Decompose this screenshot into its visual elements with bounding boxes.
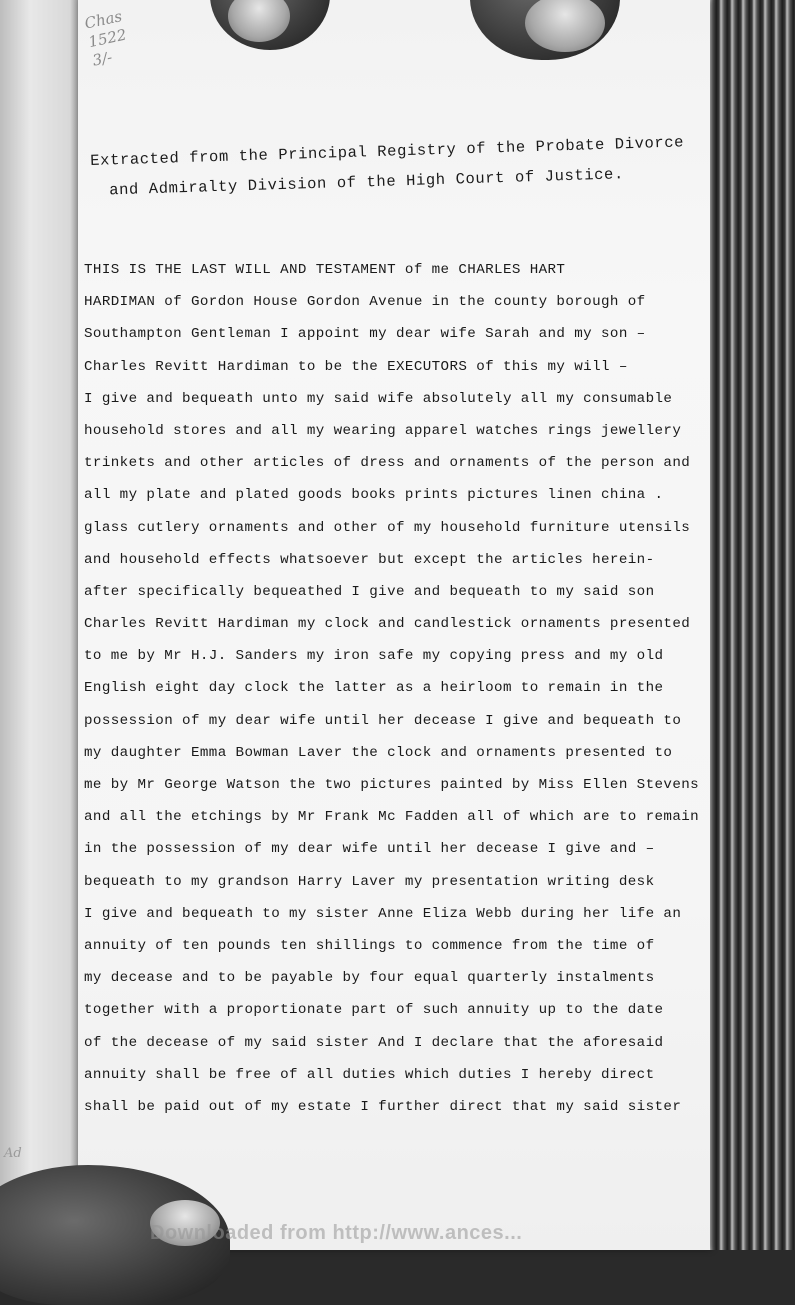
text-line-content: THIS IS THE LAST WILL AND TESTAMENT of me CHARLES HART	[84, 262, 566, 278]
text-line-content: HARDIMAN of Gordon House Gordon Avenue in the county borough of	[84, 294, 646, 311]
text-line-content: annuity shall be free of all duties which duties I hereby direct	[84, 1066, 655, 1083]
text-line-content: Southampton Gentleman I appoint my dear wife Sarah and my son –	[84, 326, 646, 343]
margin-note-line: 3/-	[90, 48, 114, 70]
text-line-content: Charles Revitt Hardiman my clock and candlestick ornaments presented	[84, 616, 691, 633]
margin-note-line: Chas	[82, 7, 124, 33]
text-line-content: possession of my dear wife until her decease I give and bequeath to	[84, 712, 682, 729]
text-line-content: shall be paid out of my estate I further direct that my said sister	[84, 1098, 682, 1115]
left-facing-page	[0, 0, 78, 1250]
text-line	[84, 841, 709, 873]
text-line	[84, 777, 709, 809]
text-line	[84, 552, 709, 584]
text-line-content: bequeath to my grandson Harry Laver my presentation writing desk	[84, 873, 655, 890]
text-line-content: household stores and all my wearing apparel watches rings jewellery	[84, 422, 682, 439]
text-line	[84, 520, 709, 552]
text-line-content: in the possession of my dear wife until her decease I give and –	[84, 841, 655, 858]
text-line-content: and all the etchings by Mr Frank Mc Fadden all of which are to remain	[84, 809, 700, 826]
text-line	[84, 970, 709, 1002]
header-line: Extracted from the Principal Registry of the Probate Divorce	[90, 133, 685, 170]
text-line	[84, 809, 709, 841]
text-line-content: all my plate and plated goods books prints pictures linen china .	[84, 487, 664, 504]
text-line	[84, 906, 709, 938]
text-line-content: Charles Revitt Hardiman to be the EXECUTORS of this my will –	[84, 358, 628, 375]
text-line-content: I give and bequeath to my sister Anne Eliza Webb during her life an	[84, 905, 682, 922]
text-line-content: trinkets and other articles of dress and ornaments of the person and	[84, 455, 691, 472]
margin-note-line: 1522	[86, 25, 128, 52]
text-line	[84, 745, 709, 777]
text-line	[84, 1035, 709, 1067]
text-line-content: my decease and to be payable by four equal quarterly instalments	[84, 970, 655, 987]
text-line	[84, 616, 709, 648]
text-line-content: after specifically bequeathed I give and bequeath to my said son	[84, 583, 655, 600]
text-line	[84, 1099, 709, 1131]
header-line: and Admiralty Division of the High Court of Justice.	[108, 165, 625, 200]
text-line	[84, 1067, 709, 1099]
text-line-content: and household effects whatsoever but except the articles herein-	[84, 551, 655, 568]
text-line	[84, 874, 709, 906]
text-line	[84, 648, 709, 680]
will-body-text	[84, 262, 709, 1131]
text-line	[84, 938, 709, 970]
text-line	[84, 423, 709, 455]
text-line	[84, 584, 709, 616]
text-line	[84, 294, 709, 326]
bottom-margin-annotation: Ad	[4, 1146, 22, 1161]
text-line-content: I give and bequeath unto my said wife absolutely all my consumable	[84, 390, 673, 407]
text-line	[84, 487, 709, 519]
text-line	[84, 1002, 709, 1034]
text-line-content: of the decease of my said sister And I declare that the aforesaid	[84, 1034, 664, 1051]
text-line	[84, 359, 709, 391]
text-line	[84, 326, 709, 358]
text-line-content: my daughter Emma Bowman Laver the clock and ornaments presented to	[84, 744, 673, 761]
download-watermark: Downloaded from http://www.ances...	[150, 1222, 523, 1244]
text-line	[84, 713, 709, 745]
text-line-content: glass cutlery ornaments and other of my household furniture utensils	[84, 519, 691, 536]
stacked-page-edges	[705, 0, 795, 1250]
text-line-content: annuity of ten pounds ten shillings to commence from the time of	[84, 937, 655, 954]
text-line	[84, 391, 709, 423]
text-line-content: me by Mr George Watson the two pictures painted by Miss Ellen Stevens	[84, 777, 700, 793]
text-line-content: English eight day clock the latter as a heirloom to remain in the	[84, 680, 664, 697]
text-line	[84, 680, 709, 712]
text-line-content: to me by Mr H.J. Sanders my iron safe my copying press and my old	[84, 648, 664, 665]
text-line	[84, 262, 709, 294]
text-line-content: together with a proportionate part of such annuity up to the date	[84, 1002, 664, 1019]
text-line	[84, 455, 709, 487]
